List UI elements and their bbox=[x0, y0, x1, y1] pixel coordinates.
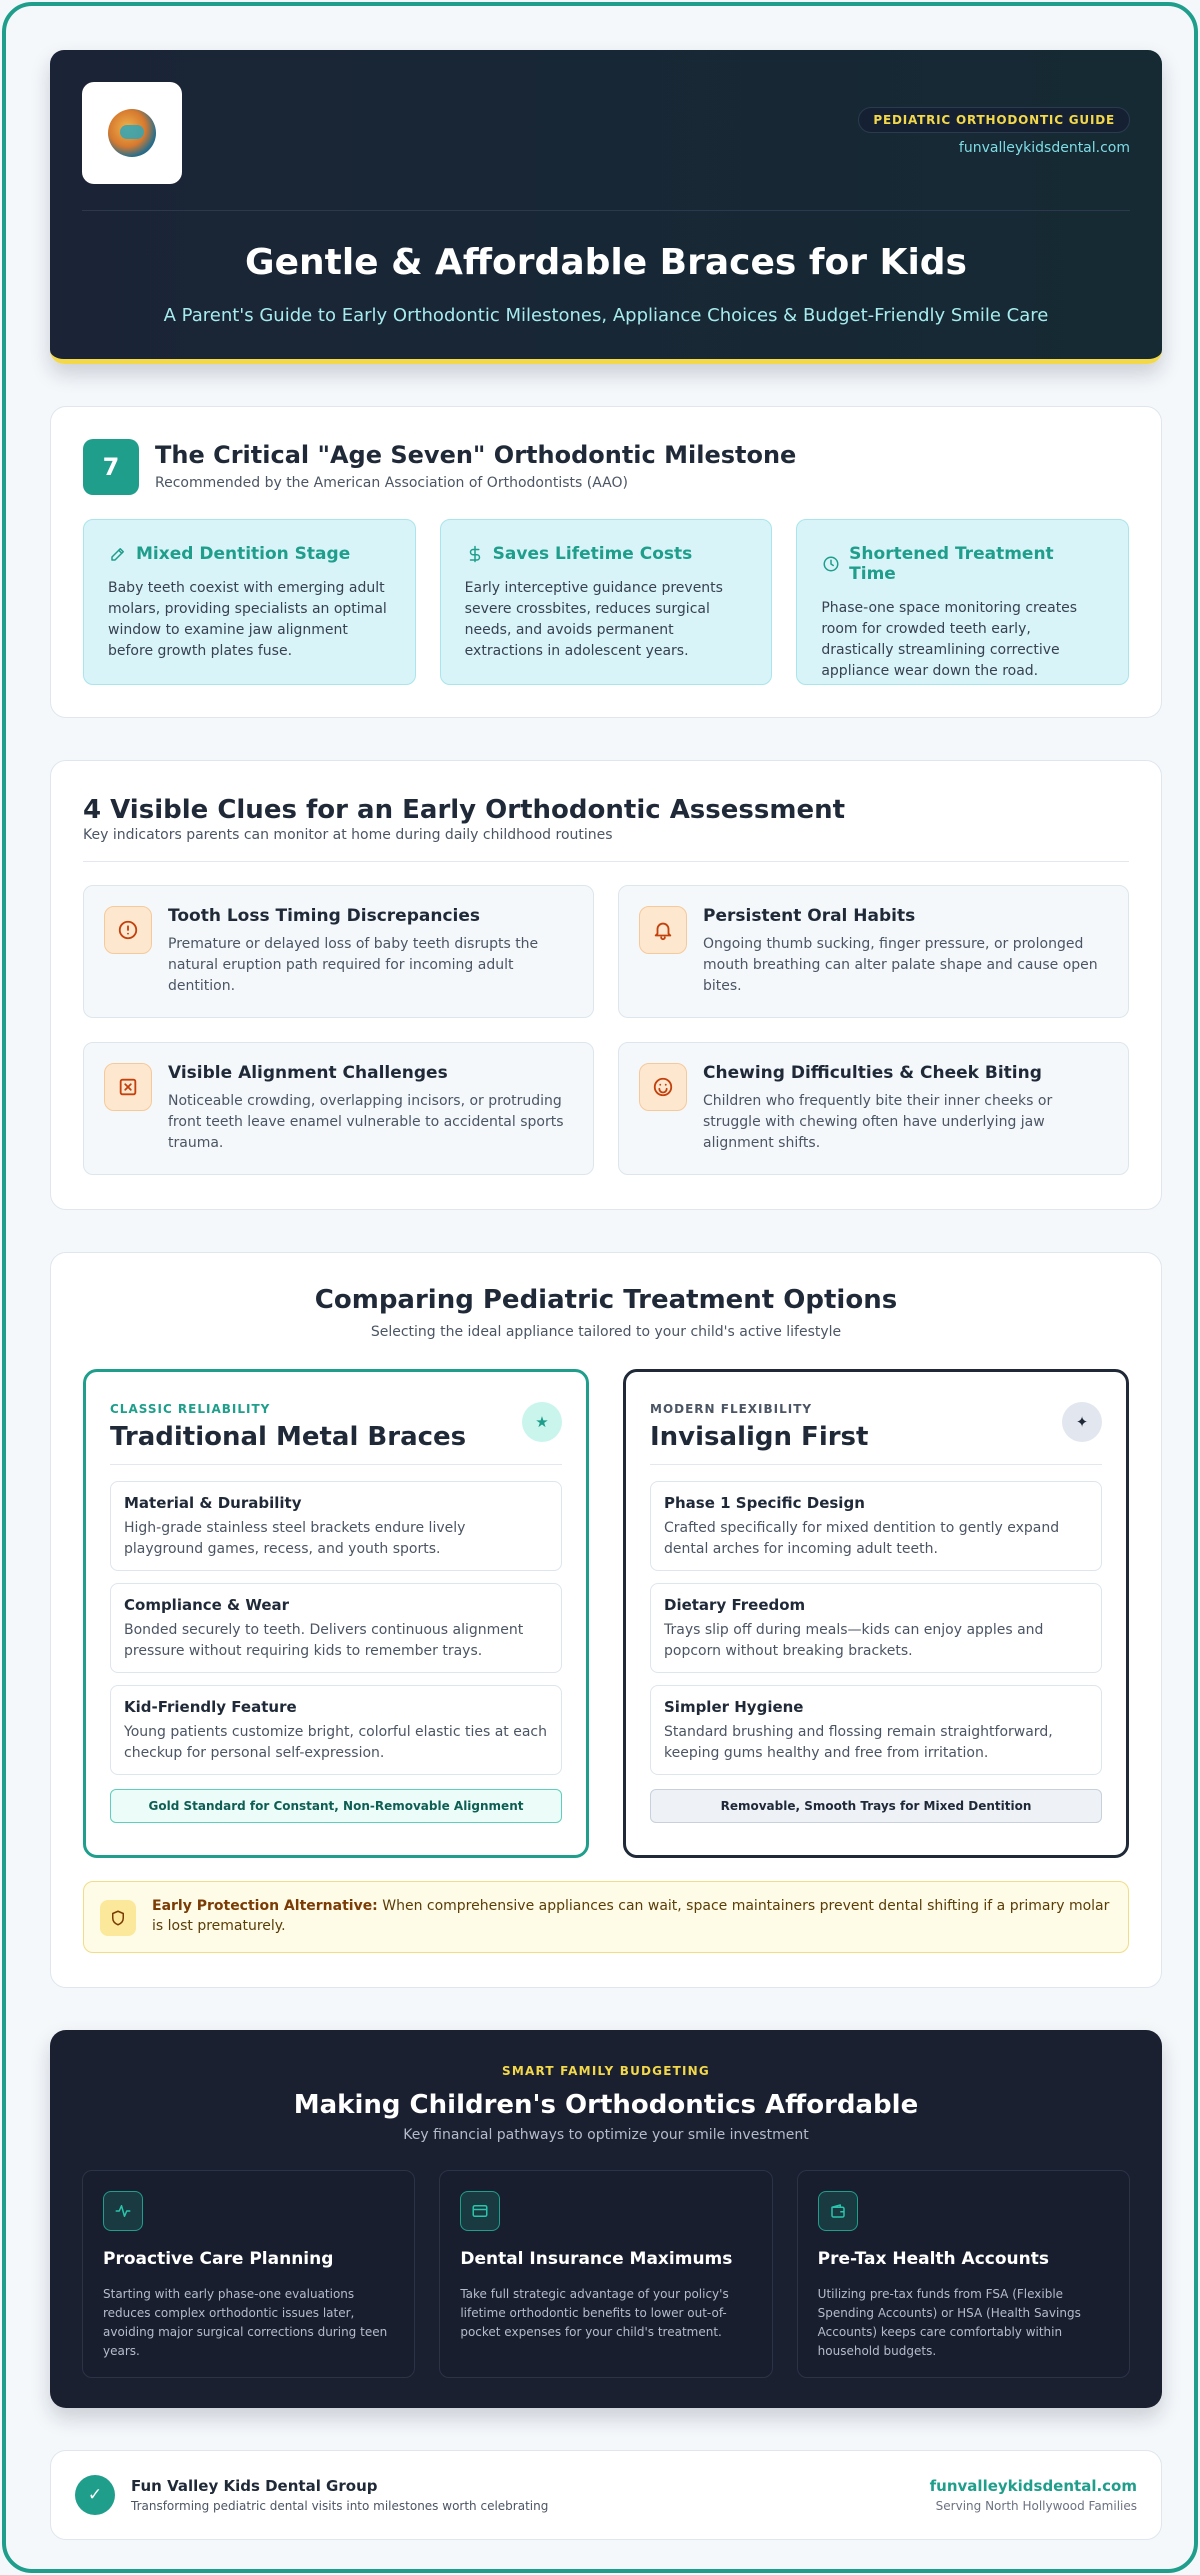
feature-title: Phase 1 Specific Design bbox=[664, 1494, 865, 1512]
milestone-subtitle: Recommended by the American Association of Orthodontists (AAO) bbox=[155, 475, 628, 491]
dollar-icon bbox=[465, 544, 485, 564]
page-subtitle: A Parent's Guide to Early Orthodontic Milestones, Appliance Choices & Budget-Friendly Smile Care bbox=[163, 305, 1049, 326]
milestone-tile bbox=[83, 519, 416, 685]
option-invisalign-first bbox=[623, 1369, 1129, 1858]
feature-text: Trays slip off during meals—kids can enjoy apples and popcorn without breaking brackets. bbox=[664, 1622, 1044, 1659]
smile-icon bbox=[639, 1063, 687, 1111]
clues-subtitle: Key indicators parents can monitor at home during daily childhood routines bbox=[83, 827, 613, 843]
early-protection-alert bbox=[83, 1881, 1129, 1953]
logo-emblem-icon bbox=[108, 109, 156, 157]
bell-icon bbox=[639, 906, 687, 954]
clue-text: Premature or delayed loss of baby teeth disrupts the natural eruption path required for incoming adult dentition. bbox=[168, 936, 539, 994]
page-footer bbox=[50, 2450, 1162, 2540]
budgeting-section bbox=[50, 2030, 1162, 2408]
alert-text: When comprehensive appliances can wait, space maintainers prevent dental shifting if a primary molar is lost prematurely. bbox=[152, 1898, 1110, 1934]
feature-title: Dietary Freedom bbox=[664, 1596, 806, 1614]
feature-text: Young patients customize bright, colorful elastic ties at each checkup for personal self-expression. bbox=[124, 1724, 547, 1761]
compare-title: Comparing Pediatric Treatment Options bbox=[314, 1285, 898, 1315]
activity-icon bbox=[103, 2191, 143, 2231]
feature-text: High-grade stainless steel brackets endure lively playground games, recess, and youth sports. bbox=[124, 1520, 466, 1557]
option-eyebrow: CLASSIC RELIABILITY bbox=[110, 1402, 271, 1416]
clue-title: Persistent Oral Habits bbox=[703, 906, 916, 926]
clue-card bbox=[618, 885, 1129, 1018]
clue-title: Tooth Loss Timing Discrepancies bbox=[168, 906, 481, 926]
feature-text: Standard brushing and flossing remain straightforward, keeping gums healthy and free from irritation. bbox=[664, 1724, 1053, 1761]
footer-service-area: Serving North Hollywood Families bbox=[935, 2499, 1137, 2513]
footer-tagline: Transforming pediatric dental visits into milestones worth celebrating bbox=[131, 2499, 549, 2513]
footer-url-link[interactable]: funvalleykidsdental.com bbox=[929, 2477, 1137, 2495]
feature-card bbox=[650, 1481, 1102, 1571]
pencil-icon bbox=[108, 544, 128, 564]
budget-tile bbox=[82, 2170, 415, 2378]
milestone-tile-title: Shortened Treatment Time bbox=[849, 544, 1054, 584]
age-seven-milestone-section bbox=[50, 406, 1162, 718]
clue-card bbox=[83, 885, 594, 1018]
treatment-comparison-section bbox=[50, 1252, 1162, 1988]
footer-practice-name: Fun Valley Kids Dental Group bbox=[131, 2477, 378, 2495]
alert-circle-icon bbox=[104, 906, 152, 954]
shield-icon bbox=[100, 1900, 136, 1936]
page-frame bbox=[2, 2, 1198, 2573]
milestone-tile bbox=[440, 519, 773, 685]
header-url-link[interactable]: funvalleykidsdental.com bbox=[958, 140, 1130, 156]
page-title: Gentle & Affordable Braces for Kids bbox=[245, 242, 967, 283]
option-metal-braces bbox=[83, 1369, 589, 1858]
feature-card bbox=[110, 1685, 562, 1775]
budget-tile-text: Starting with early phase-one evaluations reduces complex orthodontic issues later, avoiding major surgical corrections during teen years. bbox=[103, 2287, 388, 2358]
budget-tile-title: Dental Insurance Maximums bbox=[460, 2249, 733, 2269]
compare-subtitle: Selecting the ideal appliance tailored to your child's active lifestyle bbox=[370, 1324, 842, 1340]
option-footer-tag: Removable, Smooth Trays for Mixed Dentition bbox=[650, 1789, 1102, 1823]
budget-tile-text: Utilizing pre-tax funds from FSA (Flexible Spending Accounts) or HSA (Health Savings Accounts) keeps care comfortably within household budgets. bbox=[817, 2287, 1081, 2358]
feature-title: Kid-Friendly Feature bbox=[124, 1698, 297, 1716]
clock-icon bbox=[821, 554, 841, 574]
option-divider bbox=[110, 1464, 562, 1465]
budget-title: Making Children's Orthodontics Affordable bbox=[293, 2090, 919, 2120]
budget-subtitle: Key financial pathways to optimize your smile investment bbox=[403, 2127, 809, 2143]
clue-text: Ongoing thumb sucking, finger pressure, or prolonged mouth breathing can alter palate shape and cause open bites. bbox=[703, 936, 1098, 994]
star-icon: ★ bbox=[522, 1402, 562, 1442]
feature-text: Crafted specifically for mixed dentition to gently expand dental arches for incoming adult teeth. bbox=[664, 1520, 1060, 1557]
clue-title: Chewing Difficulties & Cheek Biting bbox=[703, 1063, 1042, 1083]
budget-tile bbox=[439, 2170, 772, 2378]
feature-card bbox=[110, 1583, 562, 1673]
feature-title: Compliance & Wear bbox=[124, 1596, 290, 1614]
option-footer-tag: Gold Standard for Constant, Non-Removable Alignment bbox=[110, 1789, 562, 1823]
hero-header bbox=[50, 50, 1162, 364]
budget-tile bbox=[797, 2170, 1130, 2378]
feature-card bbox=[110, 1481, 562, 1571]
milestone-tile-text: Phase-one space monitoring creates room for crowded teeth early, drastically streamlining corrective appliance wear down the road. bbox=[821, 600, 1078, 679]
milestone-tile-title: Mixed Dentition Stage bbox=[136, 544, 351, 564]
milestone-tile-text: Baby teeth coexist with emerging adult molars, providing specialists an optimal window to examine jaw alignment before growth plates fuse. bbox=[108, 580, 387, 659]
guide-badge: PEDIATRIC ORTHODONTIC GUIDE bbox=[858, 107, 1130, 133]
feature-card bbox=[650, 1583, 1102, 1673]
budget-tile-title: Pre-Tax Health Accounts bbox=[817, 2249, 1049, 2269]
x-square-icon bbox=[104, 1063, 152, 1111]
budget-tile-title: Proactive Care Planning bbox=[103, 2249, 334, 2269]
wallet-icon bbox=[818, 2191, 858, 2231]
feature-title: Material & Durability bbox=[124, 1494, 302, 1512]
milestone-tile-title: Saves Lifetime Costs bbox=[492, 544, 693, 564]
feature-title: Simpler Hygiene bbox=[664, 1698, 804, 1716]
alert-label: Early Protection Alternative: bbox=[152, 1898, 378, 1914]
clues-divider bbox=[83, 861, 1129, 862]
feature-text: Bonded securely to teeth. Delivers continuous alignment pressure without requiring kids to remember trays. bbox=[124, 1622, 524, 1659]
check-icon: ✓ bbox=[75, 2475, 115, 2515]
feature-card bbox=[650, 1685, 1102, 1775]
credit-card-icon bbox=[460, 2191, 500, 2231]
option-eyebrow: MODERN FLEXIBILITY bbox=[650, 1402, 813, 1416]
visible-clues-section bbox=[50, 760, 1162, 1210]
budget-tile-text: Take full strategic advantage of your policy's lifetime orthodontic benefits to lower out-of-pocket expenses for your child's treatment. bbox=[460, 2287, 729, 2339]
clue-card bbox=[618, 1042, 1129, 1175]
option-name: Traditional Metal Braces bbox=[110, 1422, 467, 1452]
milestone-tile bbox=[796, 519, 1129, 685]
sparkle-icon: ✦ bbox=[1062, 1402, 1102, 1442]
header-divider bbox=[82, 210, 1130, 211]
milestone-number-badge: 7 bbox=[83, 439, 139, 495]
content-wrapper bbox=[50, 50, 1162, 2540]
logo bbox=[82, 82, 182, 184]
option-name: Invisalign First bbox=[650, 1422, 869, 1452]
clue-text: Children who frequently bite their inner cheeks or struggle with chewing often have underlying jaw alignment shifts. bbox=[703, 1093, 1053, 1151]
clue-title: Visible Alignment Challenges bbox=[168, 1063, 448, 1083]
milestone-tile-text: Early interceptive guidance prevents severe crossbites, reduces surgical needs, and avoids permanent extractions in adolescent years. bbox=[464, 580, 723, 659]
clues-title: 4 Visible Clues for an Early Orthodontic Assessment bbox=[83, 795, 846, 825]
clue-card bbox=[83, 1042, 594, 1175]
clue-text: Noticeable crowding, overlapping incisors, or protruding front teeth leave enamel vulnerable to accidental sports trauma. bbox=[168, 1093, 564, 1151]
budget-eyebrow: SMART FAMILY BUDGETING bbox=[502, 2064, 710, 2078]
option-divider bbox=[650, 1464, 1102, 1465]
milestone-title: The Critical "Age Seven" Orthodontic Milestone bbox=[155, 441, 797, 469]
